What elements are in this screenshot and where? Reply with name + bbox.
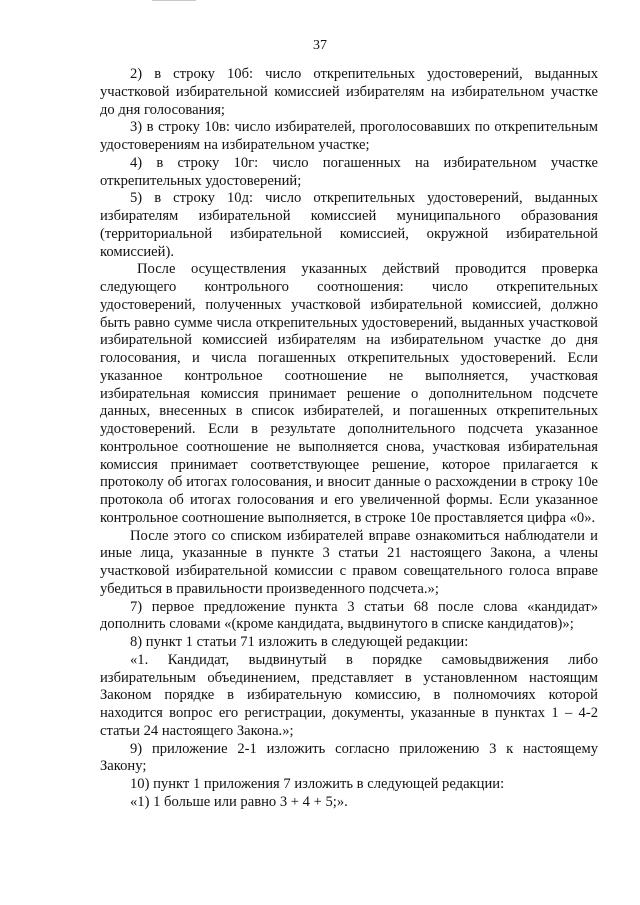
list-item-10b: 2) в строку 10б: число открепительных удостоверений, выданных участковой избирательной комиссией избирателям на избирательном участке до дня голосования; xyxy=(100,66,598,118)
list-item-10d: 5) в строку 10д: число открепительных удостоверений, выданных избирателям избирательной комиссией муниципального образования (территориальной избирательной комиссией, окружной избирательной комиссией). xyxy=(100,190,598,260)
review-list-paragraph: После этого со списком избирателей вправе ознакомиться наблюдатели и иные лица, указанные в пункте 3 статьи 21 настоящего Закона, а члены участковой избирательной комиссии с правом совещательного голоса вправе убедиться в правильности произведенного подсчета.»; xyxy=(100,527,598,597)
document-body xyxy=(100,66,598,812)
list-item-10v: 3) в строку 10в: число избирателей, проголосовавших по открепительным удостоверениям на избирательном участке; xyxy=(100,119,598,153)
list-item-10g: 4) в строку 10г: число погашенных на избирательном участке открепительных удостоверений; xyxy=(100,154,598,189)
amendment-item-8-text: «1. Кандидат, выдвинутый в порядке самовыдвижения либо избирательным объединением, представляет в установленном настоящим Законом порядке в избирательную комиссию, в полномочиях которой находится вопрос его регистрации, документы, указанные в пунктах 1 – 4-2 статьи 24 настоящего Закона.»; xyxy=(100,651,598,739)
amendment-item-10: 10) пункт 1 приложения 7 изложить в следующей редакции: xyxy=(130,776,505,792)
page-number: 37 xyxy=(313,38,327,53)
amendment-item-8: 8) пункт 1 статьи 71 изложить в следующей редакции: xyxy=(130,634,469,650)
control-ratio-paragraph: После осуществления указанных действий проводится проверка следующего контрольного соотношения: число открепительных удостоверений, полученных участковой избирательной комиссией, должно быть равно сумме числа открепительных удостоверений, выданных участковой избирательной комиссией избирателям на избирательном участке до дня голосования, и числа погашенных открепительных удостоверений. Если указанное контрольное соотношение не выполняется, участковая избирательная комиссия принимает решение о дополнительном подсчете данных, внесенных в список избирателей, и погашенных открепительных удостоверений. Если в результате дополнительного подсчета указанное контрольное соотношение не выполняется снова, участковая избирательная комиссия принимает соответствующее решение, которое прилагается к протоколу об итогах голосования, и вносит данные о расхождении в строку 10е протокола об итогах голосования и его увеличенной формы. Если указанное контрольное соотношение выполняется, в строке 10е проставляется цифра «0». xyxy=(100,261,598,526)
amendment-item-10-text: «1) 1 больше или равно 3 + 4 + 5;». xyxy=(130,793,348,810)
amendment-item-7: 7) первое предложение пункта 3 статьи 68 после слова «кандидат» дополнить словами «(кроме кандидата, выдвинутого в списке кандидатов)»; xyxy=(100,598,598,633)
amendment-item-9: 9) приложение 2-1 изложить согласно приложению 3 к настоящему Закону; xyxy=(100,740,598,775)
scan-artifact-line xyxy=(152,0,196,1)
